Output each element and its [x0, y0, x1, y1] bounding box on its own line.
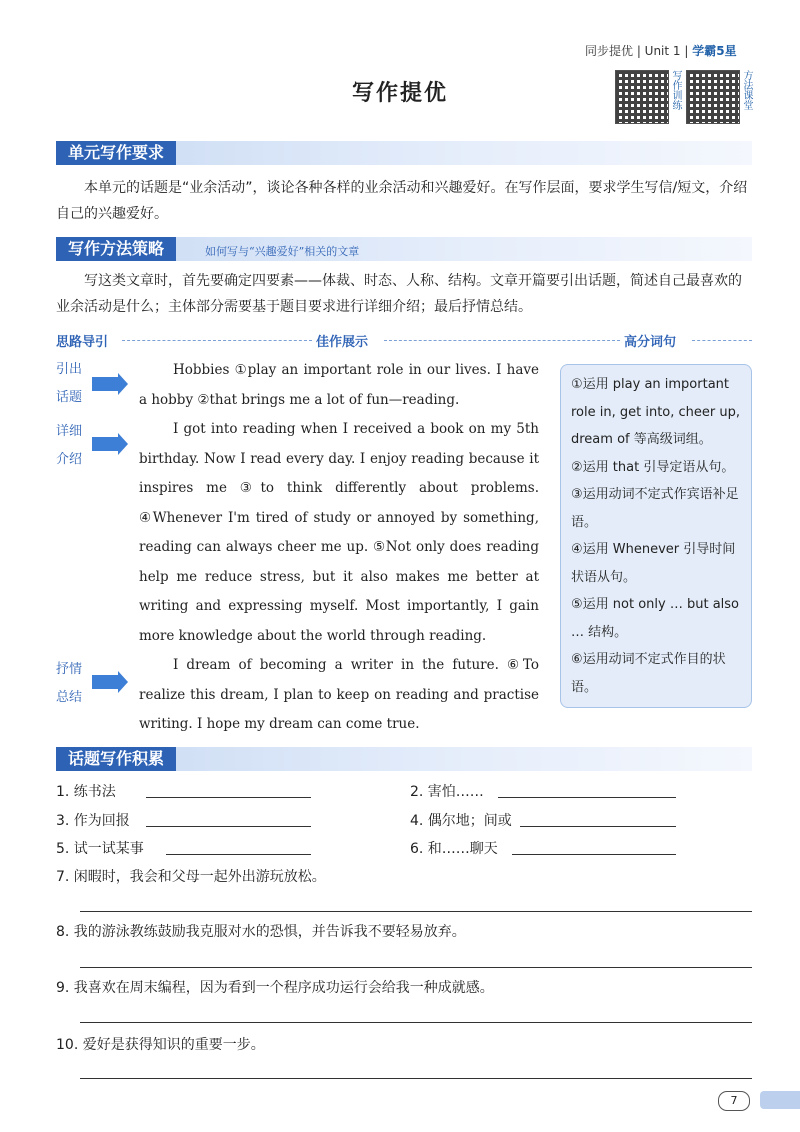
section-tag-accumulation: 话题写作积累 [56, 747, 176, 771]
tip-item: ④运用 Whenever 引导时间状语从句。 [571, 542, 736, 585]
exercise-item-3: 3. 作为回报 [56, 813, 130, 829]
essay-paragraph-2: I got into reading when I received a book on my 5th birthday. Now I read every day. I enjoy reading because it inspires me ③to think differently about problems. ④Whenever I'm tired of study or annoyed by something, reading can always cheer me up. ⑤Not only does reading help me reduce stress, but it also makes me better at writing and expressing myself. Most importantly, I gain more knowledge about the world through reading. [139, 421, 539, 644]
qr-code-writing[interactable] [615, 70, 669, 124]
exercise-item-2: 2. 害怕…… [410, 784, 484, 800]
answer-blank[interactable] [146, 826, 311, 827]
side-label-detail: 详细介绍 [56, 424, 83, 467]
sample-essay [139, 356, 539, 740]
arrow-right-icon [92, 377, 118, 391]
guide-divider [692, 340, 752, 341]
qr-caption-method: 方法课堂 [741, 70, 752, 110]
qr-code-method[interactable] [686, 70, 740, 124]
page-edge-tab [760, 1091, 800, 1109]
answer-blank[interactable] [512, 854, 676, 855]
exercise-item-1: 1. 练书法 [56, 784, 116, 800]
section-tag-requirements: 单元写作要求 [56, 141, 176, 165]
exercise-sentence-8: 8. 我的游泳教练鼓励我克服对水的恐惧，并告诉我不要轻易放弃。 [56, 924, 466, 940]
guide-heading-sample: 佳作展示 [316, 335, 369, 350]
side-label-intro: 引出话题 [56, 362, 83, 405]
essay-paragraph-1: Hobbies ①play an important role in our lives. I have a hobby ②that brings me a lot of fun—reading. [139, 362, 539, 408]
exercise-item-5: 5. 试一试某事 [56, 841, 144, 857]
answer-blank[interactable] [146, 797, 311, 798]
answer-line[interactable] [80, 1078, 752, 1079]
exercise-item-4: 4. 偶尔地；间或 [410, 813, 512, 829]
exercise-sentence-10: 10. 爱好是获得知识的重要一步。 [56, 1037, 265, 1053]
strategy-subtitle: 如何写与“兴趣爱好”相关的文章 [205, 245, 360, 258]
tip-item: ①运用 play an important role in, get into, cheer up, dream of 等高级词组。 [571, 377, 740, 447]
page-number: 7 [718, 1091, 750, 1111]
answer-blank[interactable] [498, 797, 676, 798]
page-title: 写作提优 [351, 81, 448, 106]
answer-line[interactable] [80, 967, 752, 968]
tip-item: ⑥运用动词不定式作目的状语。 [571, 652, 726, 695]
tip-item: ③运用动词不定式作宾语补足语。 [571, 487, 739, 530]
tip-item: ⑤运用 not only … but also … 结构。 [571, 597, 739, 640]
arrow-right-icon [92, 437, 118, 451]
guide-heading-phrases: 高分词句 [624, 335, 677, 350]
exercise-item-6: 6. 和……聊天 [410, 841, 498, 857]
answer-line[interactable] [80, 911, 752, 912]
requirements-text: 本单元的话题是“业余活动”，谈论各种各样的业余活动和兴趣爱好。在写作层面，要求学生写信/短文，介绍自己的兴趣爱好。 [56, 180, 748, 222]
arrow-right-icon [92, 675, 118, 689]
answer-blank[interactable] [520, 826, 676, 827]
exercise-sentence-9: 9. 我喜欢在周末编程，因为看到一个程序成功运行会给我一种成就感。 [56, 980, 494, 996]
phrase-tips-box [560, 364, 752, 708]
exercise-sentence-7: 7. 闲暇时，我会和父母一起外出游玩放松。 [56, 869, 326, 885]
guide-heading-ideas: 思路导引 [56, 335, 109, 350]
guide-divider [122, 340, 312, 341]
brand-logo-text: 学霸5星 [692, 44, 737, 58]
tip-item: ②运用 that 引导定语从句。 [571, 459, 735, 475]
answer-blank[interactable] [166, 854, 311, 855]
section-tag-strategy: 写作方法策略 [56, 237, 176, 261]
qr-caption-writing: 写作训练 [670, 70, 681, 110]
running-head-text: 同步提优 | Unit 1 | [585, 44, 693, 58]
strategy-text: 写这类文章时，首先要确定四要素——体裁、时态、人称、结构。文章开篇要引出话题，简述自己最喜欢的业余活动是什么；主体部分需要基于题目要求进行详细介绍；最后抒情总结。 [56, 273, 742, 315]
answer-line[interactable] [80, 1022, 752, 1023]
guide-divider [384, 340, 620, 341]
running-head [585, 42, 737, 59]
essay-paragraph-3: I dream of becoming a writer in the future. ⑥To realize this dream, I plan to keep on reading and practise writing. I hope my dream can come true. [139, 657, 539, 732]
side-label-summary: 抒情总结 [56, 662, 83, 705]
